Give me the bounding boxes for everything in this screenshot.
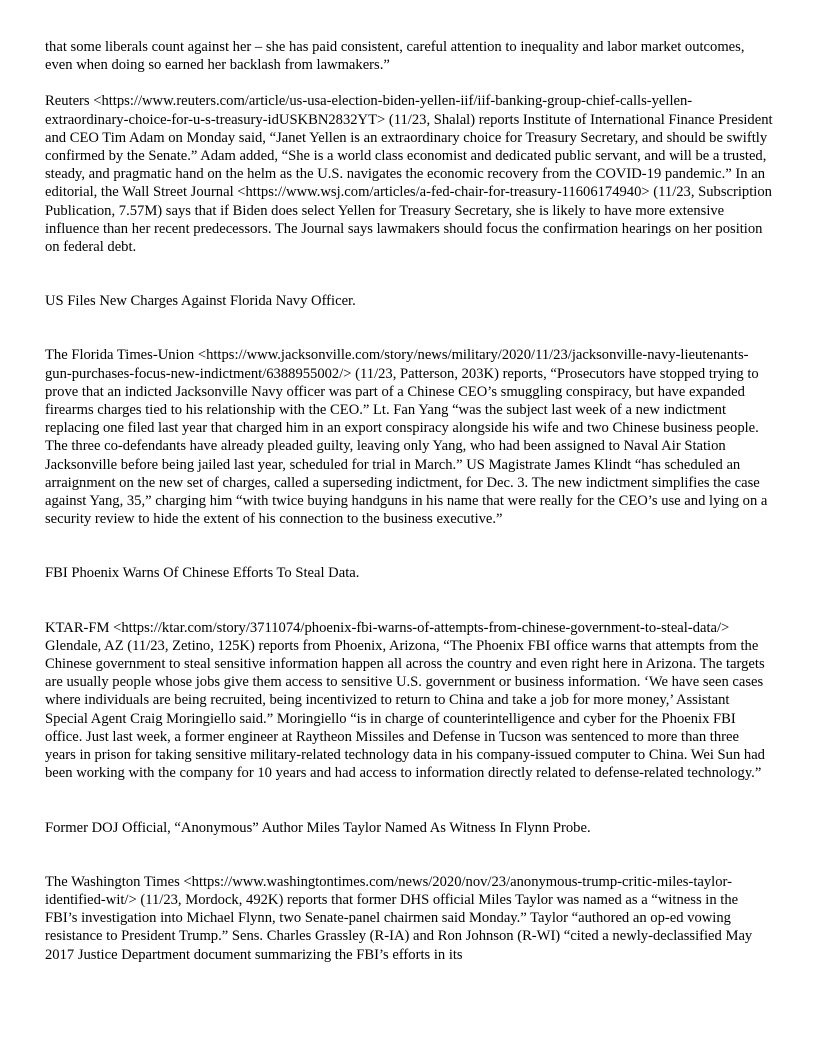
paragraph-spacer (45, 74, 773, 92)
section-spacer (45, 837, 773, 873)
document-page (45, 38, 773, 964)
section-spacer (45, 583, 773, 619)
headline-fbi-phoenix: FBI Phoenix Warns Of Chinese Efforts To Steal Data. (45, 565, 360, 582)
headline-miles-taylor-flynn: Former DOJ Official, “Anonymous” Author Miles Taylor Named As Witness In Flynn Probe. (45, 819, 591, 836)
section-spacer (45, 310, 773, 346)
section-spacer (45, 256, 773, 292)
section-spacer (45, 528, 773, 564)
paragraph-florida-times-union: The Florida Times-Union <https://www.jacksonville.com/story/news/military/2020/11/23/jacksonville-navy-lieutenants-gun-purchases-focus-new-indictment/6388955002/> (11/23, Patterson, 203K) reports, “Prosecutors have stopped trying to prove that an indicted Jacksonville Navy officer was part of a Chinese CEO’s smuggling conspiracy, but have expanded firearms charges tied to his relationship with the CEO.” Lt. Fan Yang “was the subject last week of a new indictment replacing one filed last year that charged him in an export conspiracy alongside his wife and two Chinese business people. The three co-defendants have already pleaded guilty, leaving only Yang, who had been assigned to Naval Air Station Jacksonville before being jailed last year, scheduled for trial in March.” US Magistrate James Klindt “has scheduled an arraignment on the new set of charges, called a superseding indictment, for Dec. 3. The new indictment simplifies the case against Yang, 35,” charging him “with twice buying handguns in his name that were really for the CEO’s use and lying on a security review to hide the extent of his connection to the business executive.” (45, 347, 768, 528)
section-spacer (45, 783, 773, 819)
paragraph-yellen-continuation: that some liberals count against her – she has paid consistent, careful attention to inequality and labor market outcomes, even when doing so earned her backlash from lawmakers.” (45, 39, 745, 74)
paragraph-reuters-yellen: Reuters <https://www.reuters.com/article/us-usa-election-biden-yellen-iif/iif-banking-group-chief-calls-yellen-extraordinary-choice-for-u-s-treasury-idUSKBN2832YT> (11/23, Shalal) reports Institute of International Finance President and CEO Tim Adam on Monday said, “Janet Yellen is an extraordinary choice for Treasury Secretary, and should be swiftly confirmed by the Senate.” Adam added, “She is a world class economist and dedicated public servant, and will be a trusted, steady, and pragmatic hand on the helm as the U.S. navigates the economic recovery from the COVID-19 pandemic.” In an editorial, the Wall Street Journal <https://www.wsj.com/articles/a-fed-chair-for-treasury-11606174940> (11/23, Subscription Publication, 7.57M) says that if Biden does select Yellen for Treasury Secretary, she is likely to have more extensive influence than her recent predecessors. The Journal says lawmakers should focus the confirmation hearings on her position on federal debt. (45, 93, 773, 256)
paragraph-washington-times: The Washington Times <https://www.washingtontimes.com/news/2020/nov/23/anonymous-trump-critic-miles-taylor-identified-wit/> (11/23, Mordock, 492K) reports that former DHS official Miles Taylor was named as a “witness in the FBI’s investigation into Michael Flynn, two Senate-panel chairmen said Monday.” Taylor “authored an op-ed vowing resistance to President Trump.” Sens. Charles Grassley (R-IA) and Ron Johnson (R-WI) “cited a newly-declassified May 2017 Justice Department document summarizing the FBI’s efforts in its (45, 873, 753, 963)
headline-florida-navy-officer: US Files New Charges Against Florida Navy Officer. (45, 293, 356, 310)
paragraph-ktar-fm: KTAR-FM <https://ktar.com/story/3711074/phoenix-fbi-warns-of-attempts-from-chinese-government-to-steal-data/> Glendale, AZ (11/23, Zetino, 125K) reports from Phoenix, Arizona, “The Phoenix FBI office warns that attempts from the Chinese government to steal sensitive information happen all across the country and even right here in Arizona. The targets are usually people whose jobs give them access to sensitive U.S. government or business information. ‘We have seen cases where individuals are being recruited, being incentivized to return to China and take a job for more money,’ Assistant Special Agent Craig Moringiello said.” Moringiello “is in charge of counterintelligence and cyber for the Phoenix FBI office. Just last week, a former engineer at Raytheon Missiles and Defense in Tucson was sentenced to more than three years in prison for taking sensitive military-related technology data in his company-issued computer to China. Wei Sun had been working with the company for 10 years and had access to information directly related to defense-related technology.” (45, 619, 765, 782)
